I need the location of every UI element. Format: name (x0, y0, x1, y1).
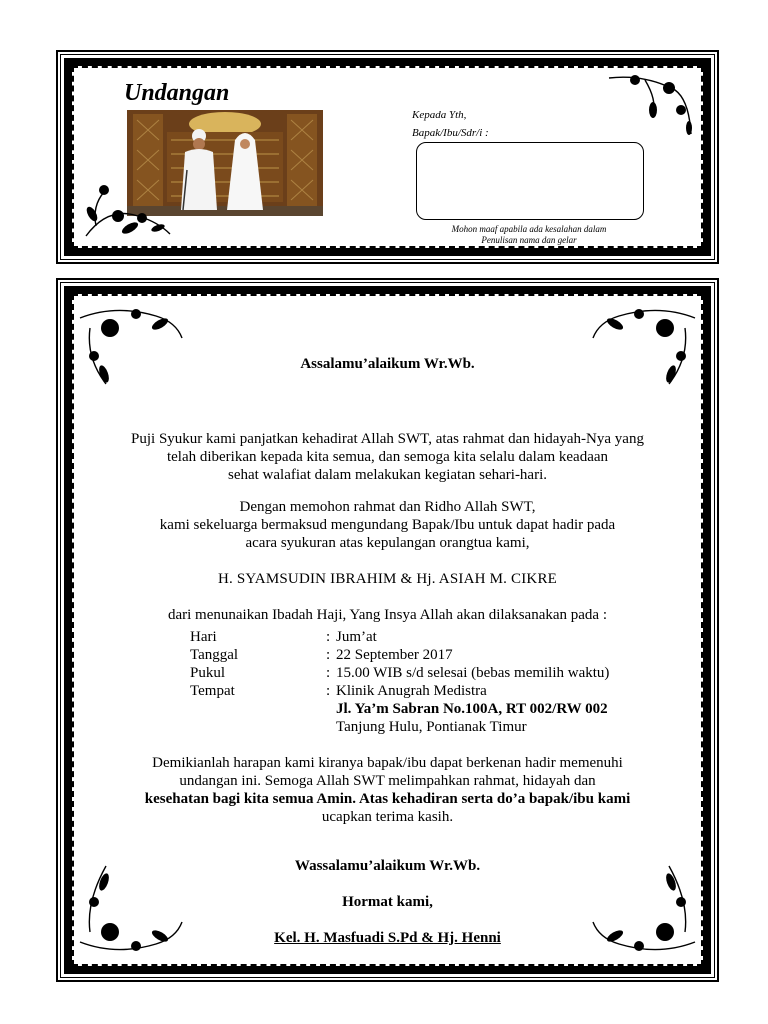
detail-value: Klinik Anugrah Medistra (336, 683, 487, 699)
event-intro-line: dari menunaikan Ibadah Haji, Yang Insya Allah akan dilaksanakan pada : (167, 607, 608, 623)
detail-value: 22 September 2017 (336, 647, 453, 663)
detail-value: 15.00 WIB s/d selesai (bebas memilih waktu) (336, 665, 610, 681)
detail-separator: : (326, 683, 331, 699)
recipient-line-1: Kepada Yth, (412, 109, 467, 121)
detail-label: Tempat (190, 683, 235, 699)
paragraph-line: Dengan memohon rahmat dan Ridho Allah SWT, (239, 499, 536, 515)
address-line-1: Jl. Ya’m Sabran No.100A, RT 002/RW 002 (336, 701, 608, 717)
detail-label: Tanggal (190, 647, 239, 663)
envelope-card-border (64, 58, 711, 256)
detail-value: Jum’at (336, 629, 377, 645)
detail-row-day (190, 628, 609, 646)
detail-row-place (190, 682, 609, 700)
paragraph-line: Puji Syukur kami panjatkan kehadirat Allah SWT, atas rahmat dan hidayah-Nya yang (131, 431, 644, 447)
invitation-title: Undangan (124, 80, 230, 106)
closing-greeting: Wassalamu’alaikum Wr.Wb. (294, 858, 481, 874)
gratitude-paragraph (72, 430, 703, 484)
detail-separator: : (326, 665, 331, 681)
envelope-card (56, 50, 719, 264)
closing-regards: Hormat kami, (342, 894, 433, 910)
invitation-letter-card (56, 278, 719, 982)
paragraph-line: telah diberikan kepada kita semua, dan semoga kita selalu dalam keadaan (166, 449, 609, 465)
name-apology-note (424, 224, 634, 246)
paragraph-line: acara syukuran atas kepulangan orangtua kami, (245, 535, 530, 551)
corner-floral-icon (76, 298, 186, 388)
paragraph-line: Demikianlah harapan kami kiranya bapak/ibu dapat berkenan hadir memenuhi (152, 755, 623, 771)
event-details (190, 628, 609, 736)
floral-ornament-icon (78, 166, 174, 242)
invitation-paragraph (72, 498, 703, 552)
floral-ornament-icon (605, 70, 697, 140)
opening-greeting: Assalamu’alaikum Wr.Wb. (300, 356, 475, 372)
recipient-label (412, 106, 489, 142)
detail-separator: : (326, 647, 331, 663)
apology-line-2: Penulisan nama dan gelar (481, 235, 577, 245)
apology-line-1: Mohon maaf apabila ada kesalahan dalam (451, 224, 607, 234)
closing-paragraph (72, 754, 703, 826)
detail-separator: : (326, 629, 331, 645)
recipient-line-2: Bapak/Ibu/Sdr/i : (412, 127, 489, 139)
detail-label: Hari (190, 629, 217, 645)
honoree-names: H. SYAMSUDIN IBRAHIM & Hj. ASIAH M. CIKRE (217, 571, 558, 587)
detail-row-time (190, 664, 609, 682)
detail-label: Pukul (190, 665, 226, 681)
paragraph-line: sehat walafiat dalam melakukan kegiatan sehari-hari. (227, 467, 548, 483)
paragraph-line: kesehatan bagi kita semua Amin. Atas kehadiran serta do’a bapak/ibu kami (144, 791, 631, 807)
sender-family-name: Kel. H. Masfuadi S.Pd & Hj. Henni (274, 930, 501, 946)
letter-card-border (64, 286, 711, 974)
recipient-address-box (416, 142, 644, 220)
address-line-2: Tanjung Hulu, Pontianak Timur (336, 719, 527, 735)
corner-floral-icon (589, 298, 699, 388)
corner-floral-icon (76, 862, 186, 962)
paragraph-line: ucapkan terima kasih. (321, 809, 454, 825)
corner-floral-icon (589, 862, 699, 962)
detail-row-date (190, 646, 609, 664)
paragraph-line: kami sekeluarga bermaksud mengundang Bapak/Ibu untuk dapat hadir pada (159, 517, 616, 533)
paragraph-line: undangan ini. Semoga Allah SWT melimpahkan rahmat, hidayah dan (179, 773, 596, 789)
